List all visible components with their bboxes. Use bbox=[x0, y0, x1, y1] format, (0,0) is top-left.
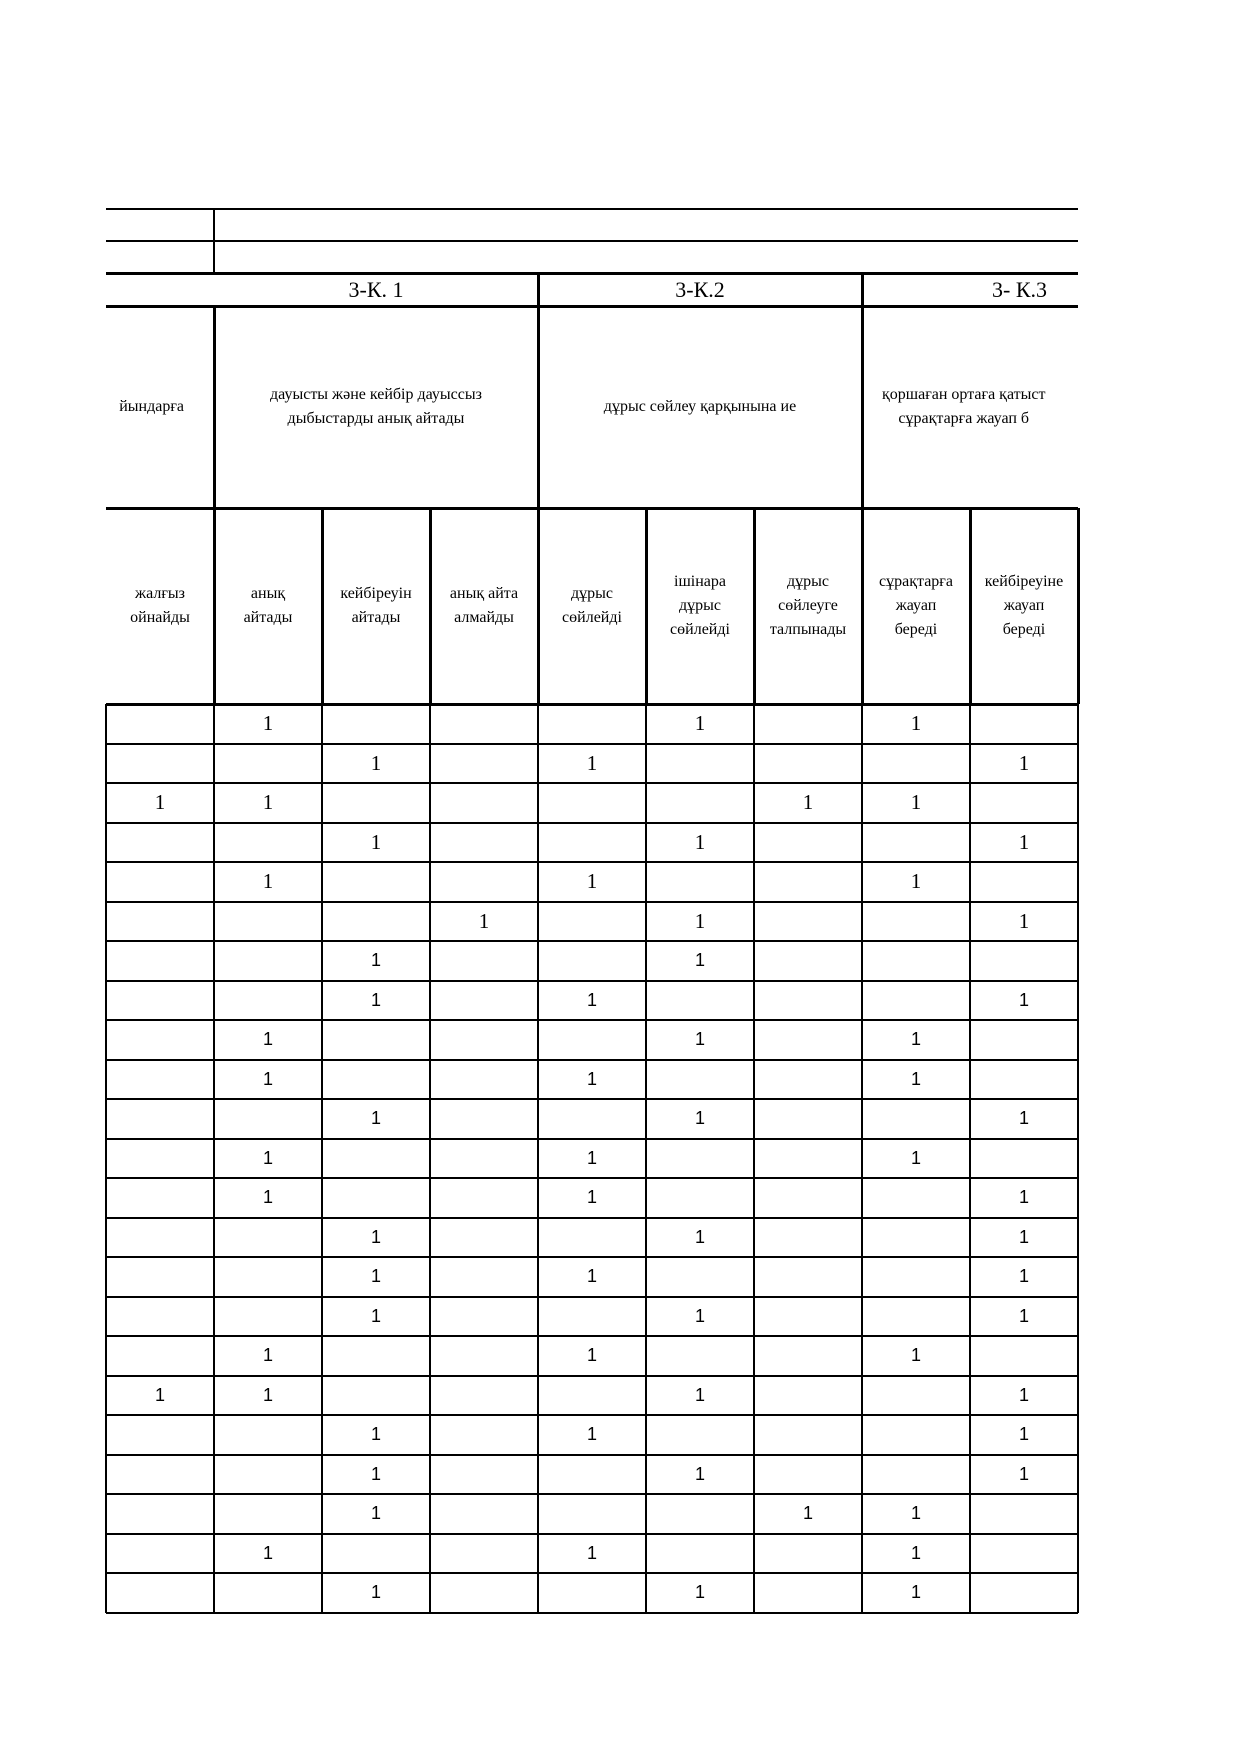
table-cell-r15-c1 bbox=[106, 1257, 214, 1297]
group-description-k1: дауысты және кейбір дауыссыз дыбыстарды анық айтады bbox=[270, 386, 482, 427]
table-cell-r10-c1 bbox=[106, 1060, 214, 1100]
table-cell-r23-c8: 1 bbox=[910, 1582, 921, 1603]
table-cell-r8-c8 bbox=[862, 981, 970, 1021]
table-cell-r18-c5 bbox=[538, 1376, 646, 1416]
table-cell-r19-c8 bbox=[862, 1415, 970, 1455]
group-description-k3: қоршаған ортаға қатыст сұрақтарға жауап б bbox=[882, 386, 1046, 427]
table-cell-r14-c1 bbox=[106, 1218, 214, 1258]
table-cell-r13-c9: 1 bbox=[1018, 1187, 1029, 1208]
table-cell-r13-c6 bbox=[646, 1178, 754, 1218]
table-cell-r22-c9 bbox=[970, 1534, 1078, 1574]
table-cell-r11-c5 bbox=[538, 1099, 646, 1139]
table-cell-r19-c7 bbox=[754, 1415, 862, 1455]
table-cell-r1-c4 bbox=[430, 704, 538, 744]
table-cell-r17-c4 bbox=[430, 1336, 538, 1376]
grid-line bbox=[106, 208, 1078, 210]
table-cell-r3-c9 bbox=[970, 783, 1078, 823]
table-cell-r20-c6: 1 bbox=[694, 1463, 705, 1484]
table-cell-r20-c4 bbox=[430, 1455, 538, 1495]
table-cell-r22-c1 bbox=[106, 1534, 214, 1574]
column-header-4: анық айта алмайды bbox=[449, 585, 519, 626]
table-cell-r2-c9: 1 bbox=[1018, 750, 1030, 775]
table-cell-r7-c7 bbox=[754, 941, 862, 981]
table-cell-r13-c4 bbox=[430, 1178, 538, 1218]
table-cell-r17-c2: 1 bbox=[262, 1345, 273, 1366]
table-cell-r10-c3 bbox=[322, 1060, 430, 1100]
table-cell-r16-c4 bbox=[430, 1297, 538, 1337]
table-cell-r19-c1 bbox=[106, 1415, 214, 1455]
table-cell-r5-c3 bbox=[322, 862, 430, 902]
table-cell-r11-c1 bbox=[106, 1099, 214, 1139]
table-cell-r5-c2: 1 bbox=[262, 869, 274, 894]
table-cell-r17-c1 bbox=[106, 1336, 214, 1376]
table-cell-r9-c1 bbox=[106, 1020, 214, 1060]
column-header-5: дұрыс сөйлейді bbox=[562, 585, 622, 626]
table-cell-r12-c4 bbox=[430, 1139, 538, 1179]
table-cell-r23-c3: 1 bbox=[370, 1582, 381, 1603]
table-cell-r10-c5: 1 bbox=[586, 1068, 597, 1089]
table-cell-r18-c1: 1 bbox=[154, 1384, 165, 1405]
table-cell-r19-c9: 1 bbox=[1018, 1424, 1029, 1445]
table-cell-r8-c9: 1 bbox=[1018, 989, 1029, 1010]
table-cell-r1-c7 bbox=[754, 704, 862, 744]
table-cell-r12-c7 bbox=[754, 1139, 862, 1179]
table-cell-r3-c1: 1 bbox=[154, 790, 166, 815]
table-cell-r13-c7 bbox=[754, 1178, 862, 1218]
table-cell-r2-c7 bbox=[754, 744, 862, 784]
table-cell-r16-c9: 1 bbox=[1018, 1305, 1029, 1326]
table-cell-r16-c3: 1 bbox=[370, 1305, 381, 1326]
table-cell-r22-c3 bbox=[322, 1534, 430, 1574]
table-cell-r6-c3 bbox=[322, 902, 430, 942]
table-cell-r1-c2: 1 bbox=[262, 711, 274, 736]
table-cell-r6-c7 bbox=[754, 902, 862, 942]
table-cell-r17-c7 bbox=[754, 1336, 862, 1376]
table-cell-r4-c1 bbox=[106, 823, 214, 863]
table-cell-r17-c8: 1 bbox=[910, 1345, 921, 1366]
table-cell-r6-c8 bbox=[862, 902, 970, 942]
table-cell-r17-c6 bbox=[646, 1336, 754, 1376]
table-cell-r12-c1 bbox=[106, 1139, 214, 1179]
table-cell-r4-c6: 1 bbox=[694, 829, 706, 854]
table-cell-r19-c3: 1 bbox=[370, 1424, 381, 1445]
table-cell-r10-c8: 1 bbox=[910, 1068, 921, 1089]
table-cell-r16-c5 bbox=[538, 1297, 646, 1337]
table-cell-r7-c2 bbox=[214, 941, 322, 981]
table-cell-r15-c9: 1 bbox=[1018, 1266, 1029, 1287]
table-cell-r21-c8: 1 bbox=[910, 1503, 921, 1524]
table-cell-r10-c6 bbox=[646, 1060, 754, 1100]
table-cell-r15-c8 bbox=[862, 1257, 970, 1297]
table-cell-r5-c4 bbox=[430, 862, 538, 902]
table-cell-r3-c7: 1 bbox=[802, 790, 814, 815]
table-cell-r11-c3: 1 bbox=[370, 1108, 381, 1129]
table-cell-r2-c3: 1 bbox=[370, 750, 382, 775]
table-cell-r2-c4 bbox=[430, 744, 538, 784]
table-cell-r4-c8 bbox=[862, 823, 970, 863]
table-cell-r8-c4 bbox=[430, 981, 538, 1021]
table-cell-r19-c5: 1 bbox=[586, 1424, 597, 1445]
table-cell-r14-c2 bbox=[214, 1218, 322, 1258]
table-cell-r18-c4 bbox=[430, 1376, 538, 1416]
table-cell-r10-c2: 1 bbox=[262, 1068, 273, 1089]
table-cell-r7-c3: 1 bbox=[370, 950, 381, 971]
table-cell-r23-c2 bbox=[214, 1573, 322, 1613]
table-cell-r3-c6 bbox=[646, 783, 754, 823]
group-description-k2: дұрыс сөйлеу қарқынына ие bbox=[603, 398, 797, 415]
table-cell-r8-c5: 1 bbox=[586, 989, 597, 1010]
table-cell-r15-c2 bbox=[214, 1257, 322, 1297]
table-cell-r6-c2 bbox=[214, 902, 322, 942]
table-cell-r1-c8: 1 bbox=[910, 711, 922, 736]
column-header-9: кейбіреуіне жауап береді bbox=[984, 573, 1064, 638]
table-cell-r9-c5 bbox=[538, 1020, 646, 1060]
table-cell-r21-c5 bbox=[538, 1494, 646, 1534]
table-cell-r7-c5 bbox=[538, 941, 646, 981]
table-cell-r9-c9 bbox=[970, 1020, 1078, 1060]
table-cell-r12-c8: 1 bbox=[910, 1147, 921, 1168]
column-header-7: дұрыс сөйлеуге талпынады bbox=[769, 573, 847, 638]
group-code-k1: 3-К. 1 bbox=[348, 276, 404, 302]
table-cell-r1-c1 bbox=[106, 704, 214, 744]
column-header-2: анық айтады bbox=[243, 585, 293, 626]
table-cell-r14-c9: 1 bbox=[1018, 1226, 1029, 1247]
table-cell-r8-c6 bbox=[646, 981, 754, 1021]
table-cell-r17-c3 bbox=[322, 1336, 430, 1376]
table-cell-r13-c1 bbox=[106, 1178, 214, 1218]
table-cell-r8-c3: 1 bbox=[370, 989, 381, 1010]
table-cell-r3-c5 bbox=[538, 783, 646, 823]
table-cell-r11-c8 bbox=[862, 1099, 970, 1139]
table-cell-r5-c6 bbox=[646, 862, 754, 902]
table-cell-r6-c5 bbox=[538, 902, 646, 942]
table-cell-r21-c4 bbox=[430, 1494, 538, 1534]
table-cell-r12-c6 bbox=[646, 1139, 754, 1179]
table-cell-r5-c1 bbox=[106, 862, 214, 902]
table-cell-r23-c5 bbox=[538, 1573, 646, 1613]
table-cell-r6-c4: 1 bbox=[478, 908, 490, 933]
table-cell-r4-c3: 1 bbox=[370, 829, 382, 854]
table-cell-r22-c6 bbox=[646, 1534, 754, 1574]
table-cell-r14-c8 bbox=[862, 1218, 970, 1258]
table-cell-r18-c6: 1 bbox=[694, 1384, 705, 1405]
table-cell-r13-c2: 1 bbox=[262, 1187, 273, 1208]
table-cell-r22-c7 bbox=[754, 1534, 862, 1574]
table-cell-r9-c7 bbox=[754, 1020, 862, 1060]
table-cell-r19-c4 bbox=[430, 1415, 538, 1455]
table-cell-r14-c3: 1 bbox=[370, 1226, 381, 1247]
table-cell-r23-c7 bbox=[754, 1573, 862, 1613]
table-cell-r11-c6: 1 bbox=[694, 1108, 705, 1129]
table-cell-r12-c9 bbox=[970, 1139, 1078, 1179]
table-cell-r2-c8 bbox=[862, 744, 970, 784]
table-cell-r12-c3 bbox=[322, 1139, 430, 1179]
table-cell-r10-c4 bbox=[430, 1060, 538, 1100]
table-cell-r1-c9 bbox=[970, 704, 1078, 744]
table-cell-r4-c5 bbox=[538, 823, 646, 863]
table-cell-r9-c2: 1 bbox=[262, 1029, 273, 1050]
table-cell-r8-c1 bbox=[106, 981, 214, 1021]
table-cell-r3-c3 bbox=[322, 783, 430, 823]
table-cell-r23-c4 bbox=[430, 1573, 538, 1613]
table-cell-r22-c4 bbox=[430, 1534, 538, 1574]
column-header-1: жалғыз ойнайды bbox=[130, 585, 190, 626]
table-cell-r6-c1 bbox=[106, 902, 214, 942]
table-cell-r22-c8: 1 bbox=[910, 1542, 921, 1563]
table-cell-r14-c4 bbox=[430, 1218, 538, 1258]
table-cell-r4-c7 bbox=[754, 823, 862, 863]
table-cell-r16-c7 bbox=[754, 1297, 862, 1337]
table-cell-r18-c3 bbox=[322, 1376, 430, 1416]
column-header-6: ішінара дұрыс сөйлейді bbox=[670, 573, 730, 638]
grid-line bbox=[213, 209, 215, 273]
table-cell-r13-c8 bbox=[862, 1178, 970, 1218]
table-cell-r16-c6: 1 bbox=[694, 1305, 705, 1326]
table-cell-r5-c9 bbox=[970, 862, 1078, 902]
table-cell-r2-c1 bbox=[106, 744, 214, 784]
table-cell-r22-c2: 1 bbox=[262, 1542, 273, 1563]
table-cell-r5-c8: 1 bbox=[910, 869, 922, 894]
table-cell-r21-c7: 1 bbox=[802, 1503, 813, 1524]
table-cell-r19-c6 bbox=[646, 1415, 754, 1455]
table-cell-r11-c4 bbox=[430, 1099, 538, 1139]
table-cell-r17-c5: 1 bbox=[586, 1345, 597, 1366]
table-cell-r17-c9 bbox=[970, 1336, 1078, 1376]
table-cell-r7-c9 bbox=[970, 941, 1078, 981]
table-cell-r3-c8: 1 bbox=[910, 790, 922, 815]
table-cell-r21-c2 bbox=[214, 1494, 322, 1534]
table-cell-r5-c7 bbox=[754, 862, 862, 902]
group-code-k3: 3- К.3 bbox=[992, 276, 1047, 302]
table-cell-r4-c9: 1 bbox=[1018, 829, 1030, 854]
table-cell-r3-c4 bbox=[430, 783, 538, 823]
table-cell-r8-c2 bbox=[214, 981, 322, 1021]
table-cell-r21-c6 bbox=[646, 1494, 754, 1534]
table-cell-r13-c3 bbox=[322, 1178, 430, 1218]
table-cell-r7-c4 bbox=[430, 941, 538, 981]
table-cell-r20-c2 bbox=[214, 1455, 322, 1495]
table-cell-r8-c7 bbox=[754, 981, 862, 1021]
table-cell-r20-c7 bbox=[754, 1455, 862, 1495]
table-cell-r18-c9: 1 bbox=[1018, 1384, 1029, 1405]
table-cell-r1-c3 bbox=[322, 704, 430, 744]
table-cell-r16-c1 bbox=[106, 1297, 214, 1337]
column-header-8: сұрақтарға жауап береді bbox=[879, 573, 953, 638]
table-cell-r15-c7 bbox=[754, 1257, 862, 1297]
table-cell-r6-c9: 1 bbox=[1018, 908, 1030, 933]
table-cell-r9-c6: 1 bbox=[694, 1029, 705, 1050]
table-cell-r6-c6: 1 bbox=[694, 908, 706, 933]
table-cell-r14-c5 bbox=[538, 1218, 646, 1258]
table-cell-r9-c8: 1 bbox=[910, 1029, 921, 1050]
table-cell-r21-c1 bbox=[106, 1494, 214, 1534]
table-cell-r21-c3: 1 bbox=[370, 1503, 381, 1524]
table-cell-r1-c6: 1 bbox=[694, 711, 706, 736]
table-cell-r20-c9: 1 bbox=[1018, 1463, 1029, 1484]
table-cell-r23-c1 bbox=[106, 1573, 214, 1613]
table-cell-r18-c8 bbox=[862, 1376, 970, 1416]
table-cell-r4-c2 bbox=[214, 823, 322, 863]
table-cell-r15-c6 bbox=[646, 1257, 754, 1297]
table-cell-r23-c9 bbox=[970, 1573, 1078, 1613]
table-cell-r4-c4 bbox=[430, 823, 538, 863]
table-cell-r12-c5: 1 bbox=[586, 1147, 597, 1168]
table-cell-r7-c8 bbox=[862, 941, 970, 981]
table-cell-r16-c8 bbox=[862, 1297, 970, 1337]
table-cell-r11-c9: 1 bbox=[1018, 1108, 1029, 1129]
table-cell-r19-c2 bbox=[214, 1415, 322, 1455]
table-cell-r20-c1 bbox=[106, 1455, 214, 1495]
column-header-3: кейбіреуін айтады bbox=[340, 585, 412, 626]
table-cell-r10-c9 bbox=[970, 1060, 1078, 1100]
table-cell-r18-c7 bbox=[754, 1376, 862, 1416]
table-cell-r13-c5: 1 bbox=[586, 1187, 597, 1208]
table-cell-r15-c5: 1 bbox=[586, 1266, 597, 1287]
table-cell-r15-c4 bbox=[430, 1257, 538, 1297]
table-cell-r9-c3 bbox=[322, 1020, 430, 1060]
table-cell-r10-c7 bbox=[754, 1060, 862, 1100]
table-cell-r1-c5 bbox=[538, 704, 646, 744]
table-cell-r7-c1 bbox=[106, 941, 214, 981]
table-cell-r20-c8 bbox=[862, 1455, 970, 1495]
table-cell-r5-c5: 1 bbox=[586, 869, 598, 894]
table-cell-r9-c4 bbox=[430, 1020, 538, 1060]
table-cell-r20-c3: 1 bbox=[370, 1463, 381, 1484]
table-cell-r11-c2 bbox=[214, 1099, 322, 1139]
table-cell-r7-c6: 1 bbox=[694, 950, 705, 971]
table-cell-r23-c6: 1 bbox=[694, 1582, 705, 1603]
table-cell-r21-c9 bbox=[970, 1494, 1078, 1534]
group-code-k2: 3-К.2 bbox=[675, 276, 725, 302]
table-cell-r2-c2 bbox=[214, 744, 322, 784]
left-partial-description: йындарға bbox=[119, 398, 184, 415]
table-cell-r14-c7 bbox=[754, 1218, 862, 1258]
table-cell-r16-c2 bbox=[214, 1297, 322, 1337]
table-cell-r15-c3: 1 bbox=[370, 1266, 381, 1287]
table-cell-r22-c5: 1 bbox=[586, 1542, 597, 1563]
grid-line bbox=[106, 240, 1078, 242]
table-cell-r20-c5 bbox=[538, 1455, 646, 1495]
table-cell-r11-c7 bbox=[754, 1099, 862, 1139]
table-cell-r12-c2: 1 bbox=[262, 1147, 273, 1168]
table-cell-r18-c2: 1 bbox=[262, 1384, 273, 1405]
table-cell-r2-c6 bbox=[646, 744, 754, 784]
table-cell-r2-c5: 1 bbox=[586, 750, 598, 775]
table-cell-r14-c6: 1 bbox=[694, 1226, 705, 1247]
table-cell-r3-c2: 1 bbox=[262, 790, 274, 815]
